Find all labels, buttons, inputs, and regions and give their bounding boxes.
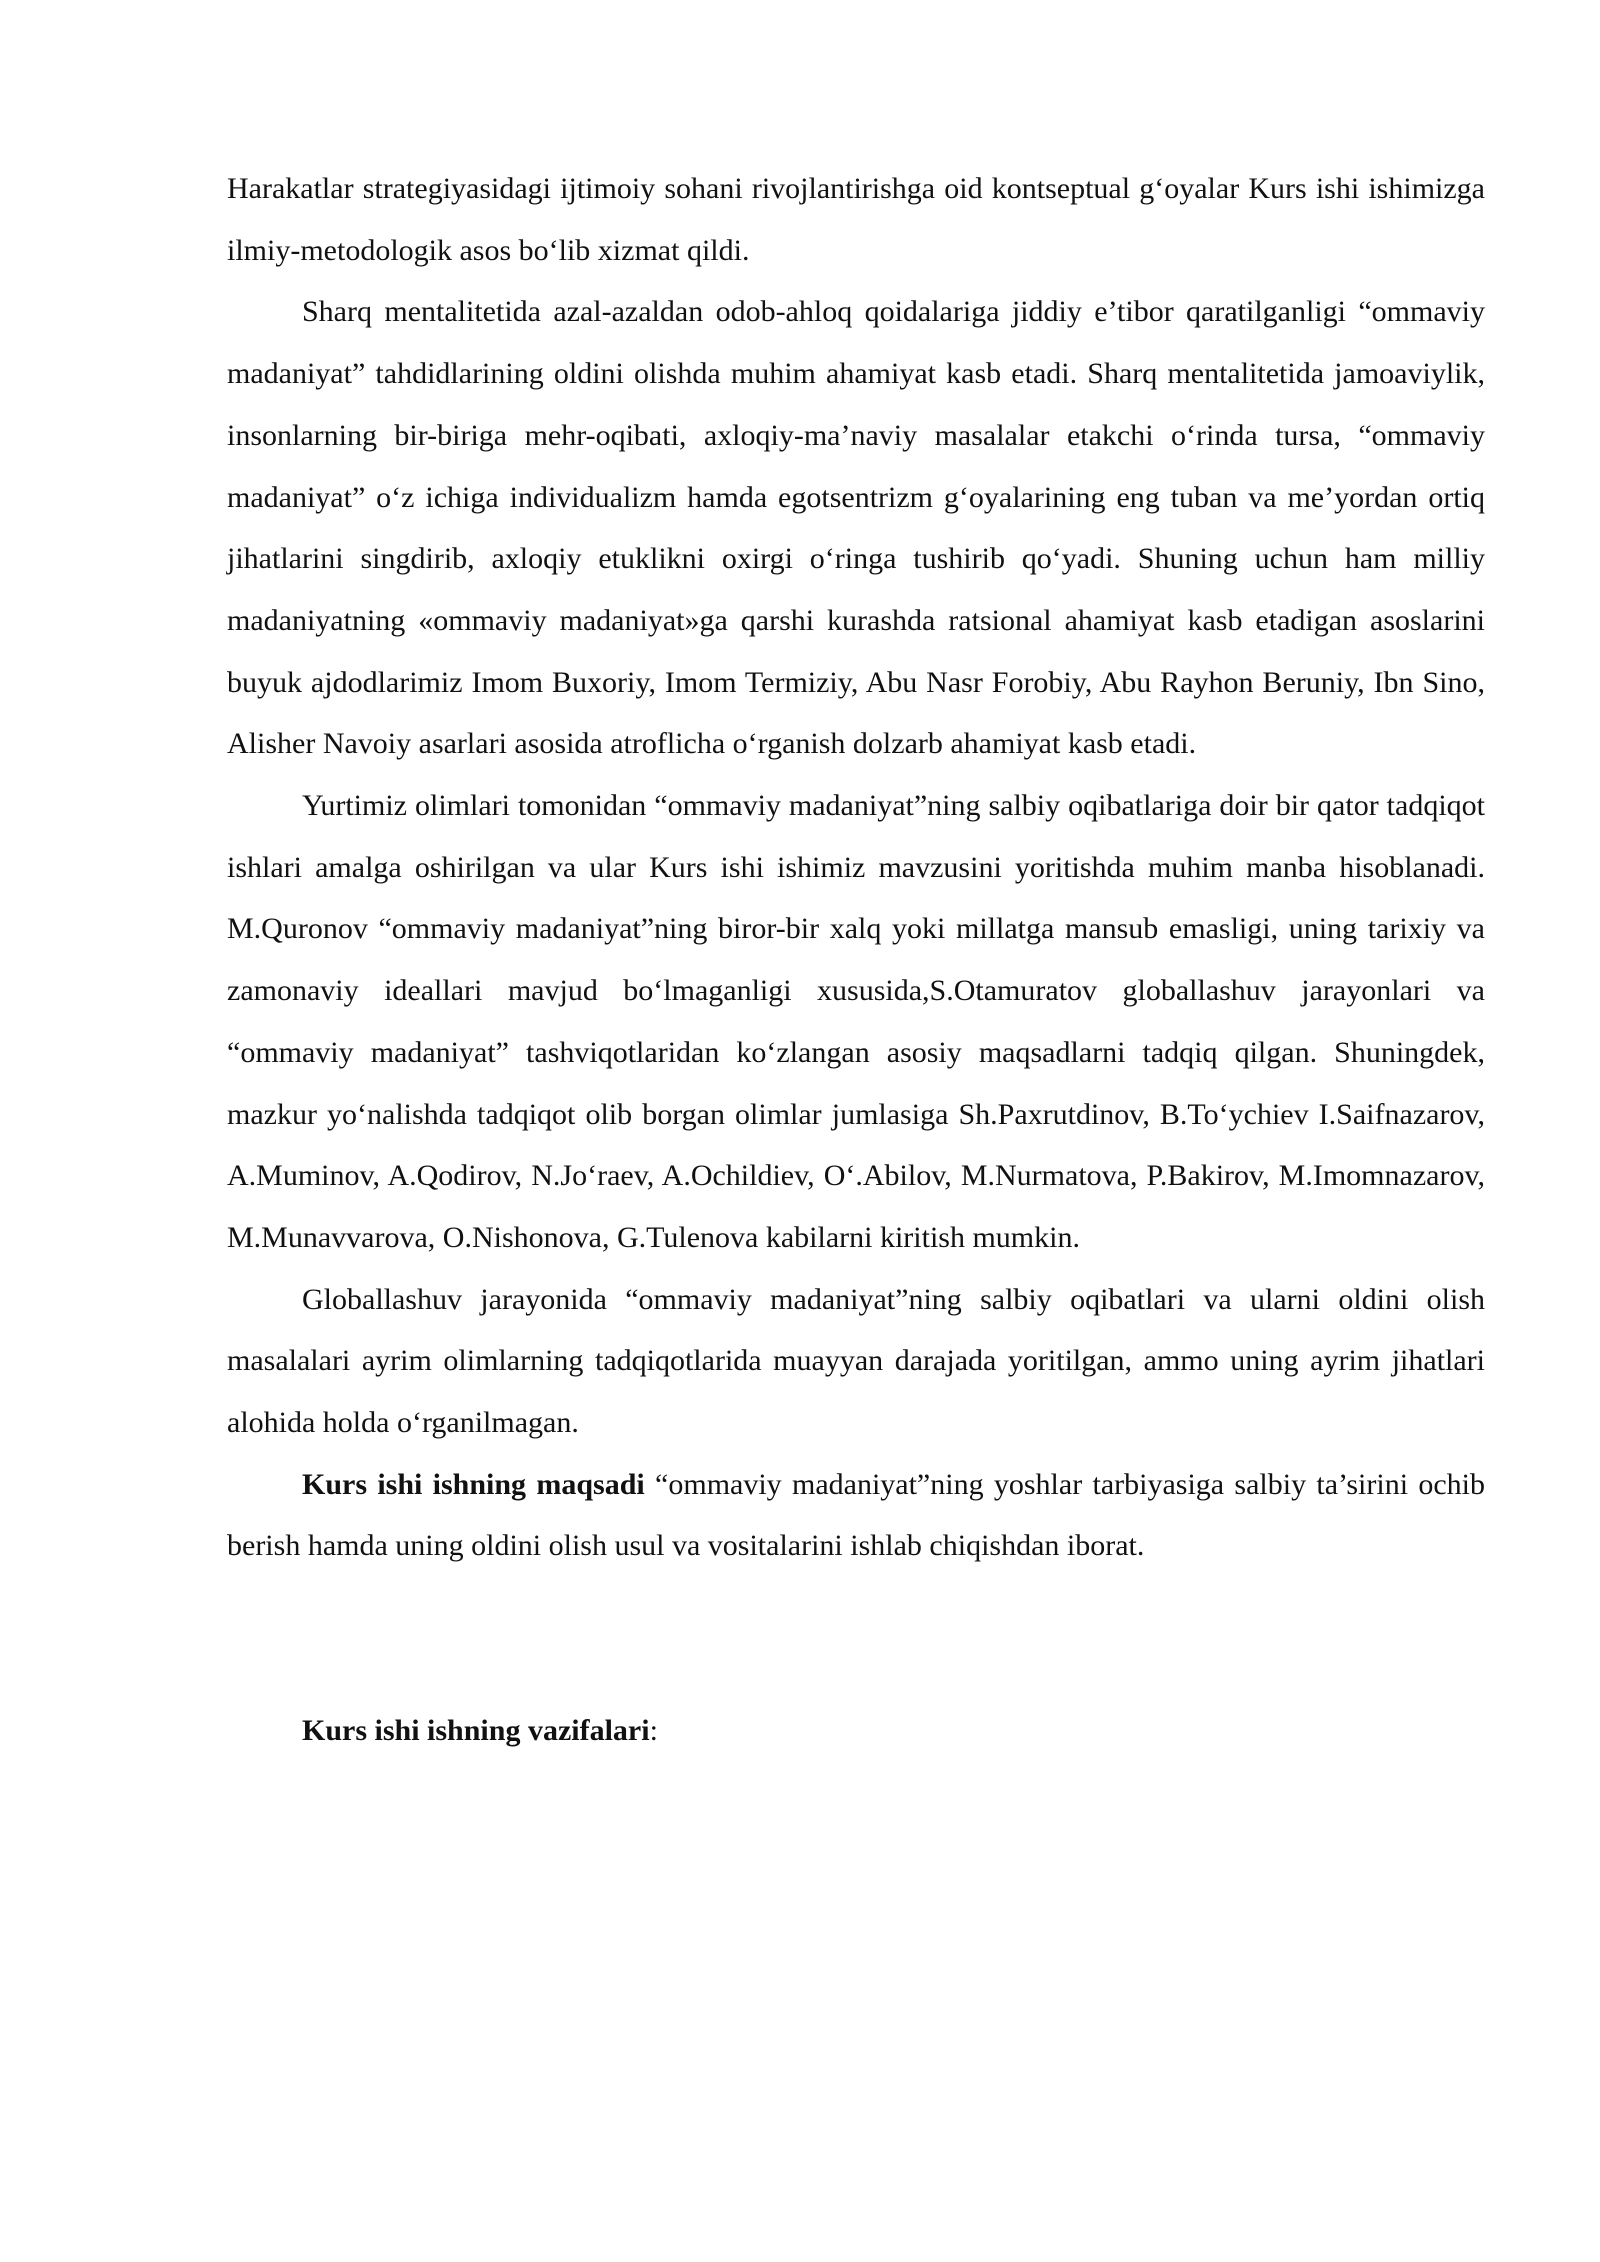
- paragraph-goal: [227, 1454, 1485, 1577]
- paragraph-globalization: Globallashuv jarayonida “ommaviy madaniyat”ning salbiy oqibatlari va ularni oldini olish masalalari ayrim olimlarning tadqiqotlarida muayyan darajada yoritilgan, ammo uning ayrim jihatlari alohida holda o‘rganilmagan.: [227, 1282, 1485, 1440]
- document-page: [227, 158, 1485, 1762]
- tasks-heading-suffix: :: [649, 1714, 658, 1748]
- blank-space: [227, 1577, 1485, 1700]
- goal-bold-lead: Kurs ishi ishning maqsadi: [302, 1467, 645, 1501]
- tasks-heading-bold: Kurs ishi ishning vazifalari: [302, 1714, 650, 1748]
- tasks-heading: [227, 1700, 1485, 1762]
- paragraph-intro: Harakatlar strategiyasidagi ijtimoiy sohani rivojlantirishga oid kontseptual g‘oyalar Kurs ishi ishimizga ilmiy-metodologik asos bo‘lib xizmat qildi.: [227, 172, 1485, 267]
- paragraph-eastern-mentality: Sharq mentalitetida azal-azaldan odob-ahloq qoidalariga jiddiy e’tibor qaratilganligi “ommaviy madaniyat” tahdidlarining oldini olishda muhim ahamiyat kasb etadi. Sharq mentalitetida jamoaviylik, insonlarning bir-biriga mehr-oqibati, axloqiy-ma’naviy masalalar etakchi o‘rinda tursa, “ommaviy madaniyat” o‘z ichiga individualizm hamda egotsentrizm g‘oyalarining eng tuban va me’yordan ortiq jihatlarini singdirib, axloqiy etuklikni oxirgi o‘ringa tushirib qo‘yadi. Shuning uchun ham milliy madaniyatning «ommaviy madaniyat»ga qarshi kurashda ratsional ahamiyat kasb etadigan asoslarini buyuk ajdodlarimiz Imom Buxoriy, Imom Termiziy, Abu Nasr Forobiy, Abu Rayhon Beruniy, Ibn Sino, Alisher Navoiy asarlari asosida atroflicha o‘rganish dolzarb ahamiyat kasb etadi.: [227, 295, 1485, 761]
- paragraph-scholars: Yurtimiz olimlari tomonidan “ommaviy madaniyat”ning salbiy oqibatlariga doir bir qator tadqiqot ishlari amalga oshirilgan va ular Kurs ishi ishimiz mavzusini yoritishda muhim manba hisoblanadi. M.Quronov “ommaviy madaniyat”ning biror-bir xalq yoki millatga mansub emasligi, uning tarixiy va zamonaviy ideallari mavjud bo‘lmaganligi xususida,S.Otamuratov globallashuv jarayonlari va “ommaviy madaniyat” tashviqotlaridan ko‘zlangan asosiy maqsadlarni tadqiq qilgan. Shuningdek, mazkur yo‘nalishda tadqiqot olib borgan olimlar jumlasiga Sh.Paxrutdinov, B.To‘ychiev I.Saifnazarov, A.Muminov, A.Qodirov, N.Jo‘raev, A.Ochildiev, O‘.Abilov, M.Nurmatova, P.Bakirov, M.Imomnazarov, M.Munavvarova, O.Nishonova, G.Tulenova kabilarni kiritish mumkin.: [227, 789, 1485, 1254]
- goal-text: “ommaviy madaniyat”ning yoshlar tarbiyasiga salbiy ta’sirini ochib berish hamda uning oldini olish usul va vositalarini ishlab chiqishdan iborat.: [227, 1467, 1486, 1563]
